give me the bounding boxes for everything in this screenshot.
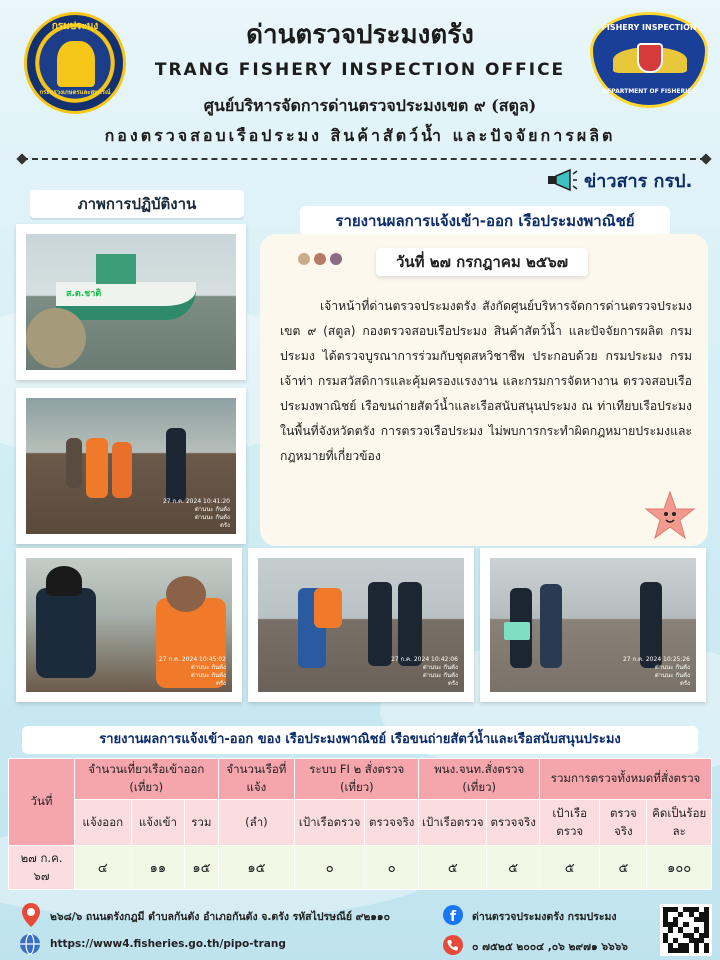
cell-fi2-target: ๐ bbox=[295, 846, 365, 890]
section-label-photos: ภาพการปฏิบัติงาน bbox=[30, 190, 244, 218]
subheader-fi2-actual: ตรวจจริง bbox=[365, 800, 419, 846]
news-badge bbox=[544, 166, 700, 196]
cell-officer-target: ๕ bbox=[419, 846, 487, 890]
page-subtitle-division: กองตรวจสอบเรือประมง สินค้าสัตว์น้ำ และปัจจัยการผลิต bbox=[104, 126, 616, 145]
globe-icon bbox=[18, 932, 42, 956]
photo-timestamp: 27 ก.ค. 2024 10:41:20 ด่านนะ กันตัง ด่านนะ กันตัง ตรัง bbox=[162, 498, 230, 529]
fishery-inspection-logo bbox=[590, 12, 708, 108]
page-title-english: TRANG FISHERY INSPECTION OFFICE bbox=[154, 60, 566, 80]
photo-document-check bbox=[248, 548, 474, 702]
header-total: รวมการตรวจทั้งหมดที่สั่งตรวจ bbox=[540, 759, 712, 800]
photo-officer-check bbox=[16, 548, 242, 702]
table-row bbox=[9, 846, 712, 890]
cell-in: ๑๑ bbox=[131, 846, 185, 890]
photo-timestamp: 27 ก.ค. 2024 10:42:06 ด่านนะ กันตัง ด่านนะ กันตัง ตรัง bbox=[390, 656, 458, 687]
photo-timestamp: 27 ก.ค. 2024 10:25:26 ด่านนะ กันตัง ด่านนะ กันตัง ตรัง bbox=[622, 656, 690, 687]
cell-total-target: ๕ bbox=[540, 846, 600, 890]
subheader-boats-unit: (ลำ) bbox=[218, 800, 295, 846]
subheader-fi2-target: เป้าเรือตรวจ bbox=[295, 800, 365, 846]
cell-fi2-actual: ๐ bbox=[365, 846, 419, 890]
page-subtitle-center: ศูนย์บริหารจัดการด่านตรวจประมงเขต ๙ (สตูล) bbox=[203, 96, 537, 115]
header-divider bbox=[22, 158, 706, 160]
header bbox=[0, 0, 720, 165]
starfish-icon bbox=[644, 490, 696, 542]
subheader-in: แจ้งเข้า bbox=[131, 800, 185, 846]
cell-officer-actual: ๕ bbox=[487, 846, 540, 890]
report-body-text: เจ้าหน้าที่ด่านตรวจประมงตรัง สังกัดศูนย์บริหารจัดการด่านตรวจประมง เขต ๙ (สตูล) กองตรวจสอบเรือประมง สินค้าสัตว์น้ำ และปัจจัยการผลิต กรมประมง ได้ตรวจบูรณาการร่วมกับชุดสหวิชาชีพ ประกอบด้วย กรมประมง กรมเจ้าท่า กรมสวัสดิการและคุ้มครองแรงงาน และกรมการจัดหางาน ตรวจสอบเรือประมงพาณิชย์ เรือขนถ่ายสัตว์น้ำและเรือสนับสนุนประมง ณ ท่าเทียบเรือประมงในพื้นที่จังหวัดตรัง การตรวจเรือประมง ไม่พบการกระทำผิดกฎหมายประมงและกฎหมายที่เกี่ยวข้อง bbox=[280, 299, 692, 463]
phone-icon bbox=[442, 934, 464, 956]
subheader-percent: คิดเป็นร้อยละ bbox=[647, 800, 712, 846]
location-pin-icon bbox=[20, 902, 42, 928]
subheader-officer-actual: ตรวจจริง bbox=[487, 800, 540, 846]
subheader-out: แจ้งออก bbox=[75, 800, 132, 846]
cell-sum: ๑๕ bbox=[185, 846, 218, 890]
footer-website-link[interactable]: https://www4.fisheries.go.th/pipo-trang bbox=[50, 938, 286, 950]
cell-total-actual: ๕ bbox=[600, 846, 647, 890]
header-date: วันที่ bbox=[9, 759, 75, 846]
report-card bbox=[260, 234, 708, 546]
photo-inspection-crew bbox=[16, 388, 246, 544]
cell-percent: ๑๐๐ bbox=[647, 846, 712, 890]
page-title: ด่านตรวจประมงตรัง bbox=[246, 20, 474, 50]
photo-timestamp: 27 ก.ค. 2024 10:45:02 ด่านนะ กันตัง ด่านนะ กันตัง ตรัง bbox=[158, 656, 226, 687]
cell-date: ๒๗ ก.ค. ๖๗ bbox=[9, 846, 75, 890]
report-date: วันที่ ๒๗ กรกฎาคม ๒๕๖๗ bbox=[376, 248, 588, 276]
subheader-total-actual: ตรวจจริง bbox=[600, 800, 647, 846]
header-boats: จำนวนเรือที่แจ้ง bbox=[218, 759, 295, 800]
news-label: ข่าวสาร กรป. bbox=[584, 171, 693, 192]
decorative-dots bbox=[298, 250, 346, 269]
header-fi2: ระบบ FI ๒ สั่งตรวจ (เที่ยว) bbox=[295, 759, 419, 800]
logo-right-subtitle: DEPARTMENT OF FISHERIES bbox=[602, 88, 696, 95]
footer-phone: ๐ ๗๕๒๕ ๒๐๐๔ ,๐๖ ๒๙๗๑ ๖๖๖๖ bbox=[472, 941, 628, 953]
header-officer: พนง.จนท.สั่งตรวจ (เที่ยว) bbox=[419, 759, 540, 800]
qr-code[interactable] bbox=[660, 904, 712, 956]
megaphone-icon bbox=[544, 168, 578, 192]
photo-fishing-boat: ส.ต.ชาติ bbox=[16, 224, 246, 380]
subheader-sum: รวม bbox=[185, 800, 218, 846]
cell-out: ๔ bbox=[75, 846, 132, 890]
logo-left-bottom-text: กระทรวงเกษตรและสหกรณ์ bbox=[39, 89, 111, 96]
cell-boats: ๑๕ bbox=[218, 846, 295, 890]
table-title: รายงานผลการแจ้งเข้า-ออก ของ เรือประมงพาณิชย์ เรือขนถ่ายสัตว์น้ำและเรือสนับสนุนประมง bbox=[22, 726, 698, 754]
section-label-report: รายงานผลการแจ้งเข้า-ออก เรือประมงพาณิชย์ bbox=[300, 206, 670, 236]
facebook-icon bbox=[442, 904, 464, 926]
subheader-total-target: เป้าเรือตรวจ bbox=[540, 800, 600, 846]
svg-text:f: f bbox=[450, 909, 457, 925]
footer-facebook-link[interactable]: ด่านตรวจประมงตรัง กรมประมง bbox=[472, 911, 617, 923]
subheader-officer-target: เป้าเรือตรวจ bbox=[419, 800, 487, 846]
logo-left-top-text: กรมประมง bbox=[51, 21, 99, 32]
report-table bbox=[8, 758, 712, 890]
footer-address: ๒๖๘/๖ ถนนตรังกฎมี ตำบลกันตัง อำเภอกันตัง จ.ตรัง รหัสไปรษณีย์ ๙๒๑๑๐ bbox=[50, 911, 390, 923]
header-trips: จำนวนเที่ยวเรือเข้าออก (เที่ยว) bbox=[75, 759, 219, 800]
photo-pier-inspection bbox=[480, 548, 706, 702]
logo-right-title: FISHERY INSPECTION bbox=[601, 23, 697, 32]
